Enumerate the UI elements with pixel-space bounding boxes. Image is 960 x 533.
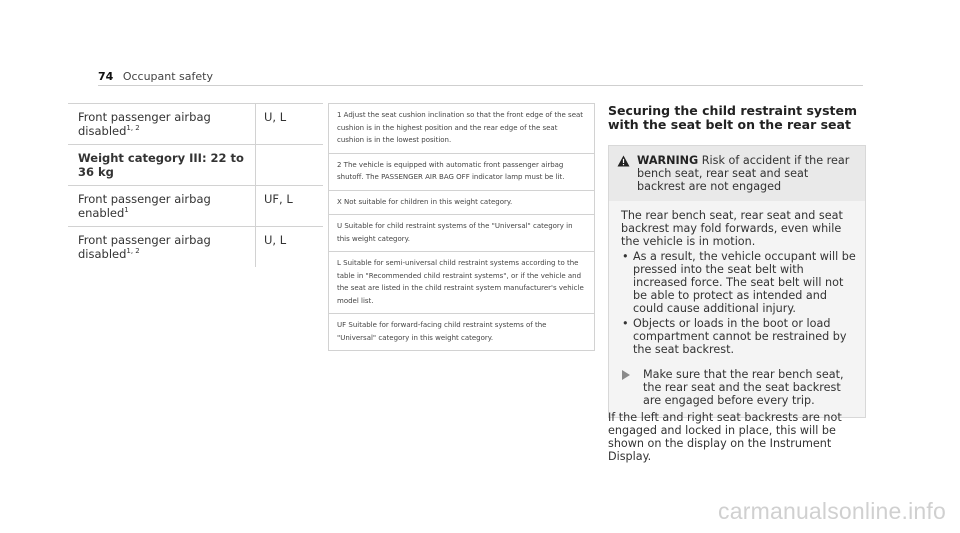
footnote: 2 The vehicle is equipped with automatic front passenger airbag shutoff. The PASSENGER AIR BAG OFF indicator lamp must be lit. bbox=[329, 154, 594, 191]
table-cell-value bbox=[256, 145, 323, 185]
info-paragraph: If the left and right seat backrests are not engaged and locked in place, this will be shown on the display on the Instrument Display. bbox=[608, 411, 842, 463]
bullet-dot-icon: • bbox=[622, 317, 629, 330]
table-row-category-header bbox=[68, 145, 323, 186]
table-cell-value: U, L bbox=[264, 233, 287, 247]
table-cell-value: UF, L bbox=[264, 192, 293, 206]
warning-label: WARNING bbox=[637, 154, 699, 167]
weight-category-table bbox=[68, 103, 323, 267]
footnotes-box bbox=[328, 103, 595, 351]
footnote: UF Suitable for forward-facing child restraint systems of the "Universal" category in this weight category. bbox=[329, 314, 594, 351]
action-text: Make sure that the rear bench seat, the rear seat and the seat backrest are engaged before every trip. bbox=[643, 368, 844, 407]
footnote: U Suitable for child restraint systems of the "Universal" category in this weight category. bbox=[329, 215, 594, 252]
arrow-right-icon bbox=[621, 368, 643, 407]
watermark: carmanualsonline.info bbox=[718, 498, 946, 524]
section-title: Occupant safety bbox=[122, 70, 213, 83]
table-cell-value: U, L bbox=[264, 110, 287, 124]
warning-text: The rear bench seat, rear seat and seat backrest may fold forwards, even while the vehicle is in motion. bbox=[621, 209, 843, 248]
warning-box bbox=[608, 145, 866, 418]
action-step bbox=[621, 368, 857, 407]
footnote: 1 Adjust the seat cushion inclination so that the front edge of the seat cushion is in the highest position and the rear edge of the seat cushion is in the lowest position. bbox=[329, 104, 594, 154]
page-number: 74 bbox=[98, 70, 114, 83]
header-divider bbox=[98, 85, 863, 86]
page-header bbox=[98, 70, 213, 83]
list-item: • Objects or loads in the boot or load compartment cannot be restrained by the seat backrest. bbox=[622, 317, 847, 356]
table-cell-label: Front passenger airbag disabled$^{1, 2}$ bbox=[68, 227, 256, 267]
table-row bbox=[68, 103, 323, 145]
table-row bbox=[68, 227, 323, 267]
table-cell-label: Front passenger airbag enabled$^1$ bbox=[68, 186, 256, 226]
warning-headline: Risk of accident if the rear bench seat, rear seat and seat backrest are not engaged bbox=[637, 154, 850, 193]
warning-triangle-icon bbox=[617, 154, 637, 193]
footnote: X Not suitable for children in this weight category. bbox=[329, 191, 594, 216]
table-cell-label: Front passenger airbag disabled$^{1, 2}$ bbox=[68, 104, 256, 144]
section-heading: Securing the child restraint system with the seat belt on the rear seat bbox=[608, 103, 857, 132]
table-row bbox=[68, 186, 323, 227]
warning-body bbox=[609, 201, 865, 417]
warning-bullet-list bbox=[621, 250, 857, 356]
table-cell-label: Weight category III: 22 to 36 kg bbox=[68, 145, 256, 185]
list-item: • As a result, the vehicle occupant will be pressed into the seat belt with increased force. The seat belt will not be able to protect as intended and could cause additional injury. bbox=[622, 250, 856, 315]
bullet-dot-icon: • bbox=[622, 250, 629, 263]
footnote: L Suitable for semi-universal child restraint systems according to the table in "Recommended child restraint systems", or if the vehicle and the seat are listed in the child restraint system manufacturer's vehicle model list. bbox=[329, 252, 594, 314]
warning-header bbox=[609, 146, 865, 201]
